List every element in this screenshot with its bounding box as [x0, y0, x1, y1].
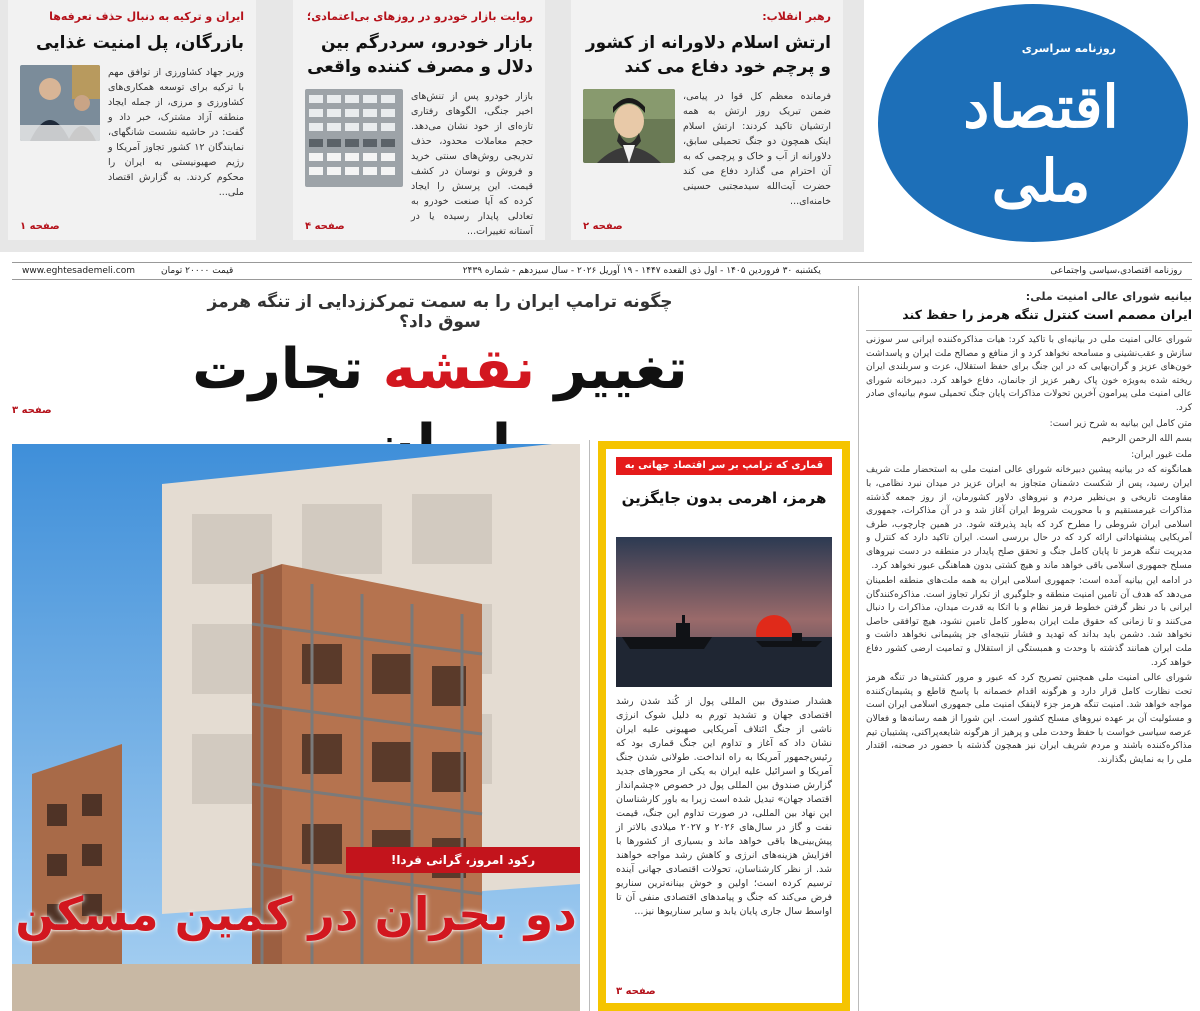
main-headline-part2: تجارت: [192, 337, 364, 402]
housing-headline[interactable]: دو بحران در کمین مسکن: [15, 887, 577, 941]
snsc-headline[interactable]: ایران مصمم است کنترل تنگه هرمز را حفظ کند: [902, 307, 1192, 322]
column-rule: [858, 286, 859, 1011]
teaser-headline[interactable]: بازار خودرو، سردرگم بین دلال و مصرف کننده واقعی: [307, 33, 533, 77]
teaser-page-ref[interactable]: صفحه ۱: [20, 221, 60, 232]
dateline: [12, 262, 1192, 280]
snsc-paragraph: در ادامه این بیانیه آمده است: جمهوری اسلامی ایران به همه ملت‌های منطقه اطمینان می‌دهد که هدف آن تامین امنیت منطقه و جلوگیری از تکرار تجاوز است. مذاکره‌کنندگان ایرانی با در نظر گرفتن خطوط قرمز نظام و با اتکا به قدرت میدان، مذاکرات را دنبال می‌کنند و تا زمانی که حقوق ملت ایران به‌طور کامل تامین نشود، هیچ توافقی حاصل نخواهد شد. دشمن باید بداند که تهدید و فشار نتیجه‌ای جز پشیمانی نخواهد داشت و ملت ایران همانند گذشته با وحدت و همبستگی از استقلال و تمامیت ارضی کشور دفاع خواهد کرد.: [866, 576, 1192, 668]
hormuz-kicker: قماری که ترامپ بر سر اقتصاد جهانی به راه انداخت: [616, 457, 832, 475]
teaser-kicker: ایران و ترکیه به دنبال حذف تعرفه‌ها: [49, 10, 244, 23]
dateline-category: روزنامه اقتصادی،سیاسی واجتماعی: [1050, 266, 1182, 276]
teaser-body: فرمانده معظم کل قوا در پیامی، ضمن تبریک روز ارتش به همه ارتشیان تاکید کردند: ارتش اسلام اینک همچون دو جنگ تحمیلی سابق، دلاورانه از آب و خاک و پرچمی که به آن احترام می گذارد دفاع می کند حضرت آیت‌الله سیدمجتبی حسینی خامنه‌ای...: [683, 91, 831, 207]
main-headline-part1: تغییر: [535, 337, 688, 402]
teaser-page-ref[interactable]: صفحه ۲: [583, 221, 623, 232]
column-rule: [589, 440, 590, 1011]
masthead-logo[interactable]: [864, 0, 1200, 252]
teaser-army[interactable]: [571, 0, 843, 240]
teaser-body: وزیر جهاد کشاورزی از توافق مهم با ترکیه برای توسعه همکاری‌های کشاورزی و مرزی، از جمله ایجاد منطقه آزاد مشترک، خبر داد و گفت: در حاشیه نشست شانگهای، نمایندگان ۱۲ کشور تجاوز آمریکا و رژیم صهیونیستی به ایران را محکوم کردند. به گزارش اقتصاد ملی...: [108, 67, 244, 198]
teaser-photo: [583, 89, 675, 163]
hormuz-headline[interactable]: هرمز، اهرمی بدون جایگزین: [621, 489, 827, 507]
snsc-paragraph: ملت غیور ایران:: [1131, 449, 1192, 460]
hormuz-page-ref[interactable]: صفحه ۳: [616, 986, 656, 997]
teaser-body: بازار خودرو پس از تنش‌های اخیر جنگی، الگوهای رفتاری تازه‌ای از خود نشان می‌دهد. حجم معاملات محدود، حذف تدریجی روش‌های سنتی خرید و فروش و نوسان در کشف قیمت. این پرسش را ایجاد کرده که آیا صنعت خودرو به تعادلی پایدار رسیده یا در آستانه تغییرات...: [411, 91, 533, 237]
teaser-trade-turkey[interactable]: [8, 0, 256, 240]
teaser-kicker: رهبر انقلاب:: [762, 10, 831, 23]
divider: [866, 330, 1192, 331]
dateline-website[interactable]: www.eghtesademeli.com: [22, 266, 135, 276]
snsc-paragraph: شورای عالی امنیت ملی در بیانیه‌ای با تاکید کرد: هیات مذاکره‌کننده ایرانی سر سوزنی سازش و عقب‌نشینی و مسامحه نخواهد کرد و از منافع و مصالح ملت ایران و پاسداشت خون‌های عزیز و گران‌بهایی که در این جنگ برای حفظ استقلال، عزت و سربلندی ایران ریخته شده به‌ویژه خون پاک رهبر عزیز از جانمان، دفاع خواهد کرد. دبیرخانه شورای عالی امنیت ملی پیرامون آخرین تحولات مذاکرات پایان جنگ تحمیلی سوم بیانیه‌ای صادر کرد.: [866, 335, 1192, 413]
teaser-kicker: روایت بازار خودرو در روزهای بی‌اعتمادی؛: [306, 10, 533, 23]
dateline-price: قیمت ۲۰۰۰۰ تومان: [160, 266, 234, 276]
snsc-paragraph: همانگونه که در بیانیه پیشین دبیرخانه شورای عالی امنیت ملی به استحضار ملت شریف ایران رسید، پس از شکست دشمنان متجاوز به ایران عزیز در میدان نبرد نظامی، با مقاومت تاریخی و بی‌نظیر مردم و نیروهای دلاور کشورمان، از روز جمعه گذشته مذاکرات غیرمستقیم و با محوریت شروط ایران آغاز شد و در آن مذاکرات، جمهوری اسلامی ایران شروطی را مطرح کرد که باید پذیرفته شود. در همین چارچوب، طرف آمریکایی پیشنهاداتی ارائه کرد که در حال بررسی است. ایران تاکید دارد که کنترل و مدیریت تنگه هرمز تا پایان کامل جنگ و تحقق صلح پایدار در منطقه در دست نیروهای مسلح جمهوری اسلامی باقی خواهد ماند و هیچ کشتی بدون هماهنگی عبور نخواهد کرد.: [866, 465, 1192, 571]
hormuz-photo: [616, 537, 832, 687]
snsc-kicker: بیانیه شورای عالی امنیت ملی:: [1025, 290, 1192, 303]
teaser-headline[interactable]: ارتش اسلام دلاورانه از کشور و پرچم خود دفاع می کند: [585, 33, 831, 77]
snsc-body: [866, 334, 1192, 767]
logo-tagline: روزنامه سراسری: [1021, 42, 1116, 55]
teaser-headline[interactable]: بازرگان، پل امنیت غذایی: [36, 33, 244, 53]
snsc-paragraph: بسم الله الرحمن الرحیم: [1101, 434, 1192, 445]
main-page-ref[interactable]: صفحه ۳: [12, 405, 52, 416]
snsc-statement-column: [866, 290, 1192, 1011]
teaser-page-ref[interactable]: صفحه ۴: [305, 221, 345, 232]
dateline-date: یکشنبه ۳۰ فروردین ۱۴۰۵ - اول ذی القعده ۱۴۴۷ - ۱۹ آوریل ۲۰۲۶ - سال سیزدهم - شماره ۲۴۳۹: [462, 266, 821, 276]
snsc-paragraph: شورای عالی امنیت ملی همچنین تصریح کرد که عبور و مرور کشتی‌ها در تنگه هرمز تحت نظارت کامل قرار دارد و هرگونه اقدام خصمانه با پاسخ قاطع و پشیمان‌کننده مواجه خواهد شد. امنیت تنگه هرمز جزء لاینفک امنیت ملی جمهوری اسلامی ایران است و مسئولیت آن بر عهده نیروهای مسلح کشور است. این شورا از همه رسانه‌ها و فعالان عرصه سیاسی خواست با حفظ وحدت ملی و پرهیز از هرگونه شایعه‌پراکنی، پشتیبان تیم مذاکره‌کننده باشند و مردم شریف ایران نیز همچون گذشته با حضور در صحنه، اقتدار ملی را به نمایش بگذارند.: [866, 673, 1192, 765]
hormuz-body: هشدار صندوق بین المللی پول از کُند شدن رشد اقتصادی جهان و تشدید تورم به دلیل شوک انرژی ناشی از جنگ ائتلاف آمریکایی صهیونی علیه ایران نشان داد که آغاز و تداوم این جنگ قماری بود که رئیس‌جمهور آمریکا به راه انداخت. طولانی شدن جنگ آمریکا و اسرائیل علیه ایران به یکی از محورهای جدید گزارش صندوق بین المللی پول در خصوص «چشم‌انداز اقتصاد جهان» تبدیل شده است زیرا به باور کارشناسان این نهاد بین المللی، در صورت تداوم این جنگ، قیمت نفت و گاز در سال‌های ۲۰۲۶ و ۲۰۲۷ میلادی بالاتر از پیش‌بینی‌ها باقی خواهد ماند و بسیاری از کشورها با افزایش هزینه‌های انرژی و کاهش رشد مواجه خواهند شد. از نظر کارشناسان، تحولات اقتصادی جهانی آینده ترسیم کرده است؛ اولین و خوش بینانه‌ترین سناریو فرض می‌کند که جنگ و پیامدهای اقتصادی منفی آن تا اواسط سال جاری پایان یابد و سایر سناریوها نیز...: [616, 696, 832, 917]
teaser-photo: [20, 65, 100, 141]
main-headline-red: نقشه: [382, 337, 535, 402]
teaser-photo: [305, 89, 403, 187]
teaser-car-market[interactable]: [293, 0, 545, 240]
snsc-paragraph: متن کامل این بیانیه به شرح زیر است:: [1049, 418, 1192, 429]
housing-kicker: رکود امروز، گرانی فردا!: [346, 847, 580, 873]
main-supertitle: چگونه ترامپ ایران را به سمت تمرکززدایی از تنگه هرمز سوق داد؟: [207, 292, 673, 332]
logo-name: اقتصاد ملی: [963, 73, 1119, 215]
hormuz-box[interactable]: [598, 441, 850, 1011]
